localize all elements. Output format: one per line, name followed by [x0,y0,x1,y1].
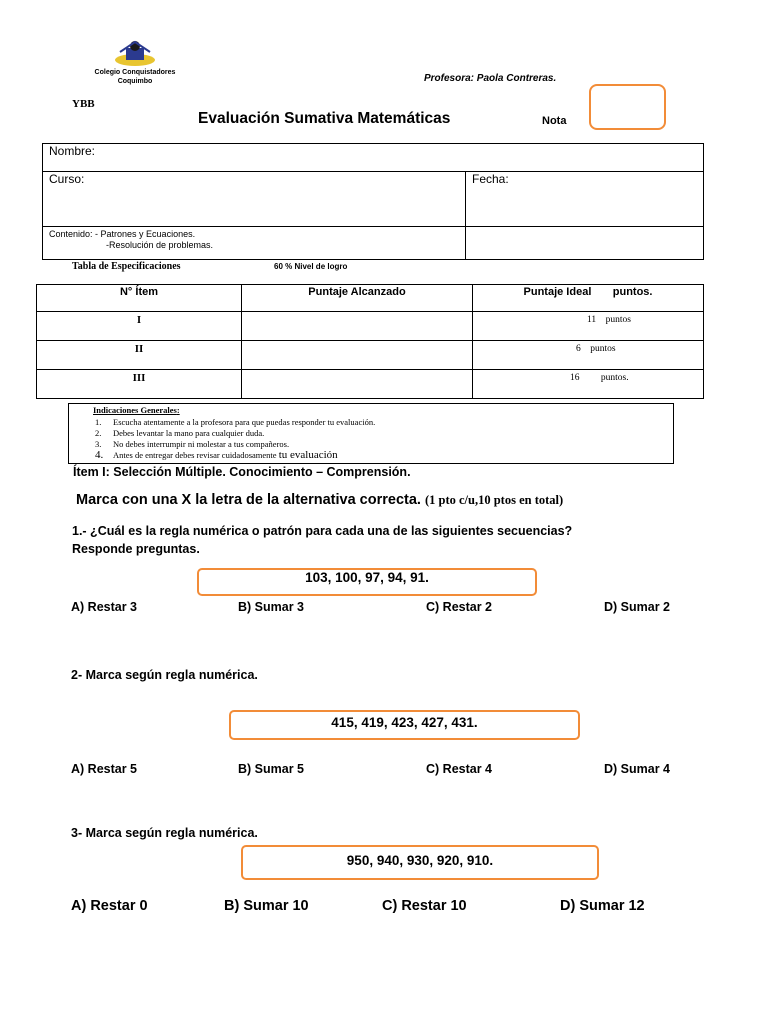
course-code: YBB [72,98,95,110]
sequence-box: 103, 100, 97, 94, 91. [197,568,537,596]
date-label: Fecha: [472,172,509,186]
spec-table-label: Tabla de Especificaciones [72,261,181,272]
spec-item: III [37,370,242,399]
grade-label: Nota [542,115,567,127]
spec-score-cell[interactable] [242,341,473,370]
page-title: Evaluación Sumativa Matemáticas [198,110,451,127]
spec-table [36,284,704,399]
spec-score-cell[interactable] [242,312,473,341]
option-a[interactable]: A) Restar 3 [71,600,137,614]
ideal-unit: puntos [590,344,616,354]
school-logo [80,40,190,90]
content-line-2: -Resolución de problemas. [106,240,214,250]
question-1-subtext: Responde preguntas. [72,542,200,556]
student-info-table [42,143,704,260]
course-field[interactable] [43,172,466,227]
content-line-1: Contenido: - Patrones y Ecuaciones. [49,229,196,239]
indications-title: Indicaciones Generales: [93,405,180,415]
indication-item: 1. Escucha atentamente a la profesora para que puedas responder tu evaluación. [95,417,376,427]
option-d[interactable]: D) Sumar 12 [560,898,645,914]
general-indications [68,403,674,464]
option-b[interactable]: B) Sumar 3 [238,600,304,614]
name-label: Nombre: [49,144,96,158]
spec-header-score: Puntaje Alcanzado [242,285,473,312]
spec-ideal [473,370,704,399]
instruction: Marca con una X la letra de la alternativa correcta. (1 pto c/u,10 ptos en total) [76,492,564,508]
spec-header-ideal: Puntaje Ideal puntos. [473,285,704,312]
indication-item: 3. No debes interrumpir ni molestar a tus compañeros. [95,439,290,449]
option-a[interactable]: A) Restar 0 [71,898,148,914]
option-d[interactable]: D) Sumar 4 [604,762,670,776]
date-field[interactable] [466,172,704,227]
question-1-text: 1.- ¿Cuál es la regla numérica o patrón para cada una de las siguientes secuencias? [72,524,573,538]
spec-score-cell[interactable] [242,370,473,399]
question-3-text: 3- Marca según regla numérica. [71,826,258,840]
option-d[interactable]: D) Sumar 2 [604,600,670,614]
sequence-box: 950, 940, 930, 920, 910. [241,845,599,880]
section-title: Ítem I: Selección Múltiple. Conocimiento – Comprensión. [73,465,411,479]
ideal-unit: puntos [605,315,631,325]
option-b[interactable]: B) Sumar 5 [238,762,304,776]
school-name: Colegio Conquistadores [94,69,176,76]
spec-ideal [473,312,704,341]
question-2-text: 2- Marca según regla numérica. [71,668,258,682]
spec-header-item: N° Ítem [37,285,242,312]
option-a[interactable]: A) Restar 5 [71,762,137,776]
achievement-level: 60 % Nivel de logro [274,262,348,271]
spec-item: I [37,312,242,341]
content-cell [43,227,466,260]
name-field[interactable] [43,144,704,172]
teacher-name: Profesora: Paola Contreras. [424,73,557,84]
option-b[interactable]: B) Sumar 10 [224,898,309,914]
indication-item: 4. Antes de entregar debes revisar cuidadosamente tu evaluación [95,449,338,461]
ideal-unit: puntos. [600,373,629,383]
course-label: Curso: [49,172,85,186]
ideal-value: 6 [576,344,581,354]
spec-ideal [473,341,704,370]
school-crest-icon [112,40,158,68]
points-note: (1 pto c/u,10 ptos en total) [424,493,564,507]
grade-box[interactable] [589,84,666,130]
content-empty-cell [466,227,704,260]
indication-item: 2. Debes levantar la mano para cualquier duda. [95,428,265,438]
school-city: Coquimbo [117,78,153,85]
ideal-value: 16 [570,373,580,383]
option-c[interactable]: C) Restar 4 [426,762,492,776]
sequence-box: 415, 419, 423, 427, 431. [229,710,580,740]
spec-item: II [37,341,242,370]
ideal-value: 11 [587,315,597,325]
option-c[interactable]: C) Restar 10 [382,898,467,914]
option-c[interactable]: C) Restar 2 [426,600,492,614]
